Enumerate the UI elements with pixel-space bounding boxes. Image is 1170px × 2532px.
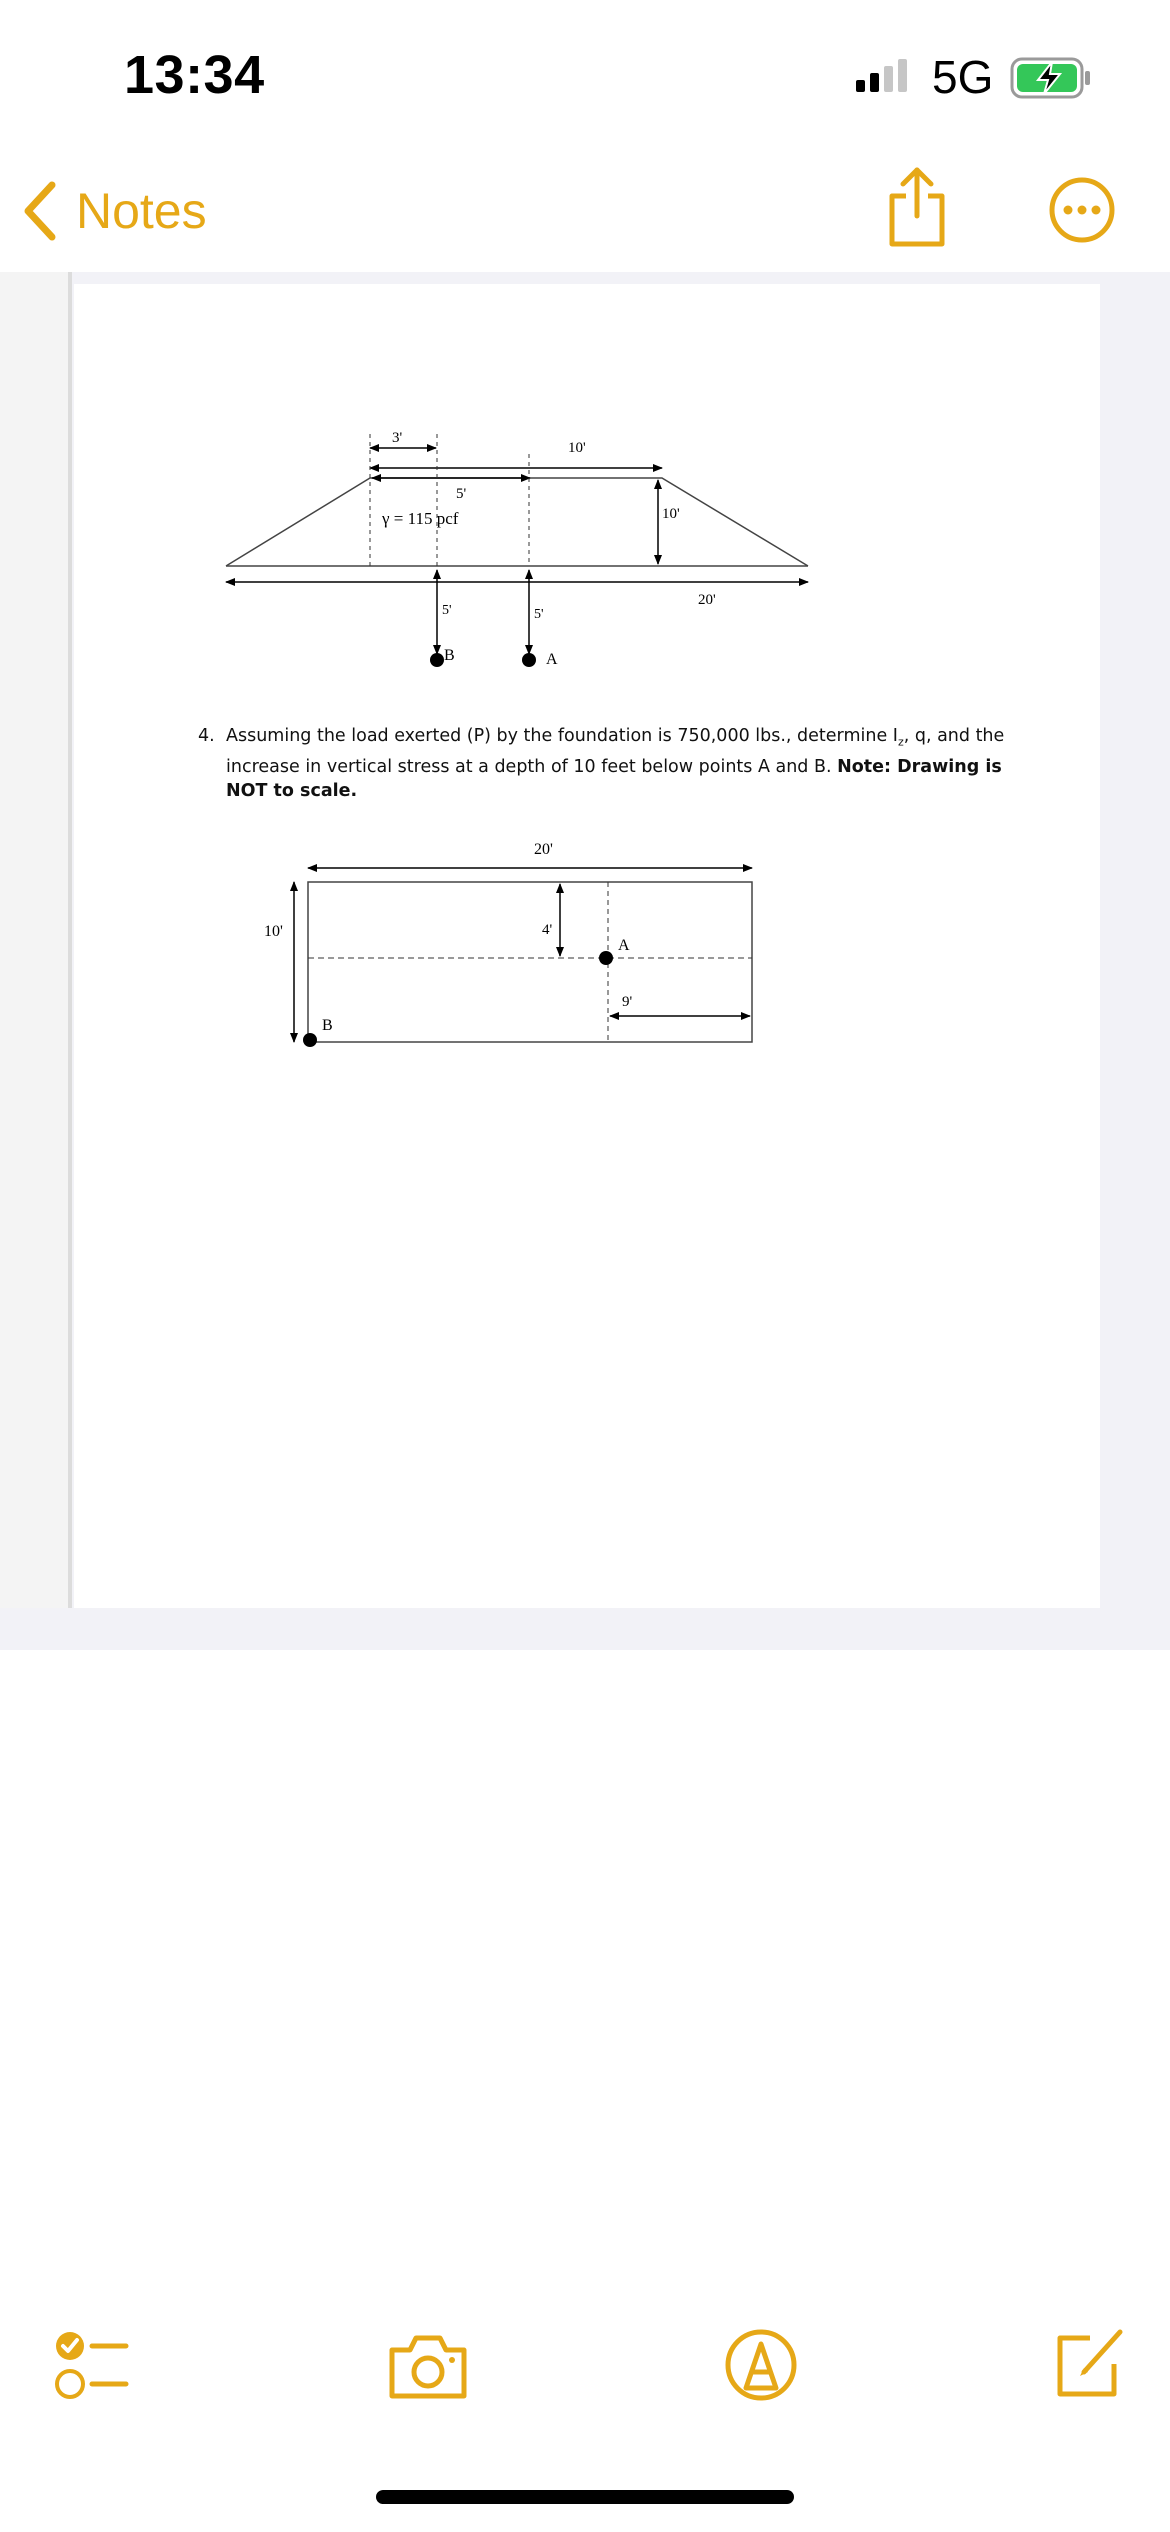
dim-height-10ft: 10'	[662, 506, 680, 522]
previous-attachment-edge	[0, 272, 72, 1608]
image-attachment[interactable]	[74, 284, 1100, 1608]
note-content	[0, 272, 1170, 1650]
question-text-part1: Assuming the load exerted (P) by the foundation is 750,000 lbs., determine I	[226, 726, 898, 746]
back-to-notes-button[interactable]	[22, 176, 207, 246]
markup-icon[interactable]	[724, 2328, 798, 2402]
chevron-left-icon	[22, 181, 58, 241]
plan-offset-4: 4'	[542, 922, 553, 938]
more-options-icon[interactable]	[1048, 176, 1116, 244]
compose-icon[interactable]	[1050, 2324, 1128, 2402]
share-icon[interactable]	[884, 164, 950, 250]
home-indicator[interactable]	[376, 2490, 794, 2504]
bottom-toolbar	[0, 2310, 1170, 2420]
plan-point-b: B	[322, 1017, 333, 1034]
plan-height-label: 10'	[264, 923, 283, 940]
camera-icon[interactable]	[386, 2332, 470, 2400]
plan-point-a: A	[618, 937, 630, 954]
subscript: z	[897, 735, 904, 749]
network-type: 5G	[932, 51, 994, 103]
point-b-label: B	[444, 647, 455, 664]
navigation-bar	[0, 150, 1170, 270]
status-bar	[0, 0, 1170, 150]
checklist-icon[interactable]	[54, 2328, 130, 2404]
dim-20ft: 20'	[698, 592, 716, 608]
plan-view-diagram	[74, 824, 1100, 1084]
back-label: Notes	[76, 183, 207, 239]
point-a-label: A	[546, 651, 558, 668]
clock: 13:34	[124, 45, 265, 105]
plan-offset-9: 9'	[622, 994, 633, 1010]
question-note: Note: Drawing is NOT to scale.	[226, 756, 1002, 801]
question-number: 4.	[198, 726, 215, 746]
unit-weight-label: γ = 115 pcf	[382, 509, 459, 528]
dim-depth-b: 5'	[442, 603, 452, 618]
dim-top-10ft: 10'	[568, 440, 586, 456]
question-4	[198, 724, 1046, 803]
dim-depth-a: 5'	[534, 607, 544, 622]
cellular-signal-icon	[854, 58, 914, 94]
plan-width-label: 20'	[534, 841, 553, 858]
question-text-part2: , q, and the increase in vertical stress at a depth of 10 feet below points A and B.	[226, 726, 1005, 777]
dim-5ft-mid: 5'	[456, 486, 467, 502]
dim-3ft: 3'	[392, 430, 403, 446]
battery-charging-icon	[1010, 56, 1092, 100]
embankment-diagram	[74, 284, 1100, 684]
